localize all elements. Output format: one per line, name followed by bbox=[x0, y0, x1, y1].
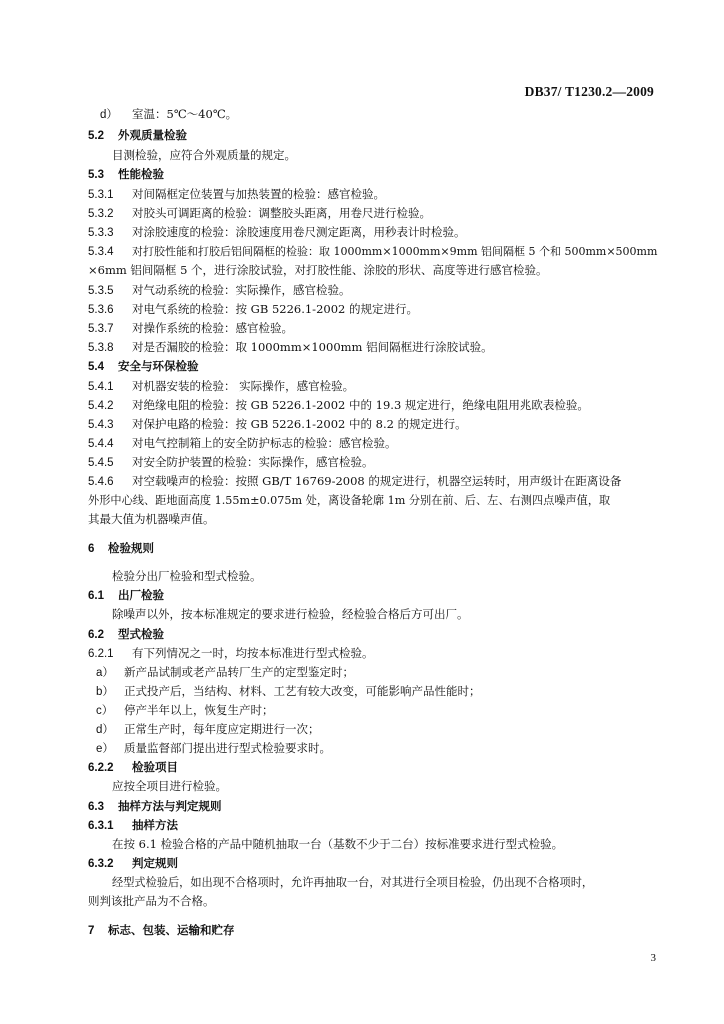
line-text: 对电气系统的检验：按 GB 5226.1-2002 的规定进行。 bbox=[132, 302, 418, 316]
line-text: 检验分出厂检验和型式检验。 bbox=[112, 569, 262, 583]
section-number: 6.2 bbox=[88, 629, 104, 641]
clause-number: 5.3.7 bbox=[88, 323, 114, 335]
section-number: 6.3 bbox=[88, 801, 104, 813]
paragraph bbox=[112, 568, 262, 585]
clause-number: 6.3.2 bbox=[88, 858, 114, 870]
line-text: 对绝缘电阻的检验：按 GB 5226.1-2002 中的 19.3 规定进行，绝缘电阻用兆欧表检验。 bbox=[132, 398, 589, 412]
line-text: 对是否漏胶的检验：取 1000mm×1000mm 铝间隔框进行涂胶试验。 bbox=[132, 340, 493, 354]
section-heading bbox=[88, 587, 164, 605]
clause-number: 5.3.2 bbox=[88, 208, 114, 220]
line-text: 对操作系统的检验：感官检验。 bbox=[132, 321, 293, 335]
clause bbox=[88, 243, 657, 261]
section-number: 5.2 bbox=[88, 130, 104, 142]
clause-number: 6.2.2 bbox=[88, 762, 114, 774]
line-text: 新产品试制或老产品转厂生产的定型鉴定时； bbox=[124, 665, 354, 679]
chapter-title: 标志、包装、运输和贮存 bbox=[108, 923, 235, 937]
clause-heading bbox=[88, 855, 178, 873]
line-text: 对空载噪声的检验：按照 GB/T 16769-2008 的规定进行，机器空运转时，用声级计在距离设备 bbox=[132, 474, 622, 488]
clause-number: 5.4.5 bbox=[88, 457, 114, 469]
clause bbox=[88, 186, 385, 204]
page-number: 3 bbox=[650, 952, 656, 964]
clause-heading bbox=[88, 759, 178, 777]
line-text: 对保护电路的检验：按 GB 5226.1-2002 中的 8.2 的规定进行。 bbox=[132, 417, 467, 431]
clause bbox=[88, 416, 467, 434]
clause-number: 5.3.1 bbox=[88, 189, 114, 201]
line-text: 对气动系统的检验：实际操作，感官检验。 bbox=[132, 283, 351, 297]
clause-number: 5.4.6 bbox=[88, 476, 114, 488]
line-text: 室温：5℃～40℃。 bbox=[132, 107, 238, 121]
list-item bbox=[96, 683, 481, 701]
clause-continuation bbox=[88, 492, 610, 509]
clause bbox=[88, 282, 351, 300]
line-text: 应按全项目进行检验。 bbox=[112, 779, 227, 793]
section-number: 5.4 bbox=[88, 361, 104, 373]
line-text: 对安全防护装置的检验：实际操作，感官检验。 bbox=[132, 455, 374, 469]
list-item bbox=[96, 702, 274, 720]
line-text: 正常生产时，每年度应定期进行一次； bbox=[124, 722, 320, 736]
clause-number: 5.4.1 bbox=[88, 381, 114, 393]
clause bbox=[88, 339, 493, 357]
line-text: 目测检验，应符合外观质量的规定。 bbox=[112, 148, 296, 162]
line-text: 对机器安装的检验： 实际操作，感官检验。 bbox=[132, 379, 355, 393]
line-text: 其最大值为机器噪声值。 bbox=[88, 512, 215, 526]
list-item bbox=[96, 721, 320, 739]
clause bbox=[88, 224, 466, 242]
paragraph bbox=[112, 606, 469, 623]
line-text: 停产半年以上，恢复生产时； bbox=[124, 703, 274, 717]
clause-title: 抽样方法 bbox=[132, 818, 178, 832]
clause-number: 6.3.1 bbox=[88, 820, 114, 832]
line-text: 除噪声以外，按本标准规定的要求进行检验，经检验合格后方可出厂。 bbox=[112, 607, 469, 621]
clause-number: 5.3.6 bbox=[88, 304, 114, 316]
clause bbox=[88, 397, 589, 415]
paragraph bbox=[112, 874, 593, 891]
section-title: 外观质量检验 bbox=[118, 128, 187, 142]
section-heading bbox=[88, 798, 222, 816]
list-marker: e） bbox=[96, 743, 114, 755]
clause bbox=[88, 454, 374, 472]
clause-number: 5.3.3 bbox=[88, 227, 114, 239]
clause-number: 6.2.1 bbox=[88, 648, 114, 660]
line-text: 对间隔框定位装置与加热装置的检验：感官检验。 bbox=[132, 187, 385, 201]
clause-number: 5.3.8 bbox=[88, 342, 114, 354]
clause bbox=[88, 473, 621, 491]
clause-number: 5.3.5 bbox=[88, 285, 114, 297]
paragraph-continuation bbox=[88, 893, 215, 910]
paragraph bbox=[112, 778, 227, 795]
line-text: 对胶头可调距离的检验：调整胶头距离，用卷尺进行检验。 bbox=[132, 206, 431, 220]
clause-title: 判定规则 bbox=[132, 856, 178, 870]
clause-continuation bbox=[88, 511, 215, 528]
clause-continuation bbox=[88, 262, 548, 279]
clause bbox=[88, 645, 374, 663]
line-text: 正式投产后，当结构、材料、工艺有较大改变，可能影响产品性能时； bbox=[124, 684, 481, 698]
section-heading bbox=[88, 358, 199, 376]
line-text: 对打胶性能和打胶后铝间隔框的检验：取 1000mm×1000mm×9mm 铝间隔框 5 个和 500mm×500mm bbox=[132, 245, 658, 258]
clause bbox=[88, 205, 431, 223]
clause-number: 5.4.3 bbox=[88, 419, 114, 431]
chapter-heading bbox=[88, 540, 154, 558]
clause-heading bbox=[88, 817, 178, 835]
line-text: ×6mm 铝间隔框 5 个，进行涂胶试验，对打胶性能、涂胶的形状、高度等进行感官检验。 bbox=[88, 263, 548, 277]
line-text: 对电气控制箱上的安全防护标志的检验：感官检验。 bbox=[132, 436, 397, 450]
line-text: 有下列情况之一时，均按本标准进行型式检验。 bbox=[132, 646, 374, 660]
section-title: 出厂检验 bbox=[118, 588, 164, 602]
list-item bbox=[96, 664, 354, 682]
clause-title: 检验项目 bbox=[132, 760, 178, 774]
list-marker: d） bbox=[96, 724, 114, 736]
clause bbox=[88, 320, 293, 338]
chapter-heading bbox=[88, 922, 235, 940]
line-text: 对涂胶速度的检验：涂胶速度用卷尺测定距离，用秒表计时检验。 bbox=[132, 225, 466, 239]
clause-number: 5.4.4 bbox=[88, 438, 114, 450]
list-marker: c） bbox=[96, 705, 114, 717]
list-item bbox=[100, 106, 237, 124]
section-title: 安全与环保检验 bbox=[118, 359, 199, 373]
list-item bbox=[96, 740, 331, 758]
clause bbox=[88, 435, 397, 453]
chapter-number: 6 bbox=[88, 543, 95, 555]
chapter-title: 检验规则 bbox=[108, 541, 154, 555]
standard-code: DB37/ T1230.2—2009 bbox=[524, 84, 654, 99]
paragraph bbox=[112, 836, 563, 853]
paragraph bbox=[112, 147, 296, 164]
section-heading bbox=[88, 626, 164, 644]
clause-number: 5.4.2 bbox=[88, 400, 114, 412]
section-title: 抽样方法与判定规则 bbox=[118, 799, 222, 813]
list-marker: d） bbox=[100, 109, 118, 121]
section-heading bbox=[88, 127, 187, 145]
line-text: 在按 6.1 检验合格的产品中随机抽取一台（基数不少于二台）按标准要求进行型式检验。 bbox=[112, 837, 564, 851]
section-title: 型式检验 bbox=[118, 627, 164, 641]
line-text: 外形中心线、距地面高度 1.55m±0.075m 处，离设备轮廓 1m 分别在前、后、左、右测四点噪声值，取 bbox=[88, 494, 611, 507]
section-number: 6.1 bbox=[88, 590, 104, 602]
section-heading bbox=[88, 166, 164, 184]
list-marker: a） bbox=[96, 667, 114, 679]
section-title: 性能检验 bbox=[118, 167, 164, 181]
line-text: 质量监督部门提出进行型式检验要求时。 bbox=[124, 741, 331, 755]
clause bbox=[88, 301, 418, 319]
clause-number: 5.3.4 bbox=[88, 246, 114, 258]
list-marker: b） bbox=[96, 686, 114, 698]
clause bbox=[88, 378, 354, 396]
line-text: 则判该批产品为不合格。 bbox=[88, 894, 215, 908]
section-number: 5.3 bbox=[88, 169, 104, 181]
chapter-number: 7 bbox=[88, 925, 95, 937]
line-text: 经型式检验后，如出现不合格项时，允许再抽取一台，对其进行全项目检验，仍出现不合格项时， bbox=[112, 876, 594, 889]
